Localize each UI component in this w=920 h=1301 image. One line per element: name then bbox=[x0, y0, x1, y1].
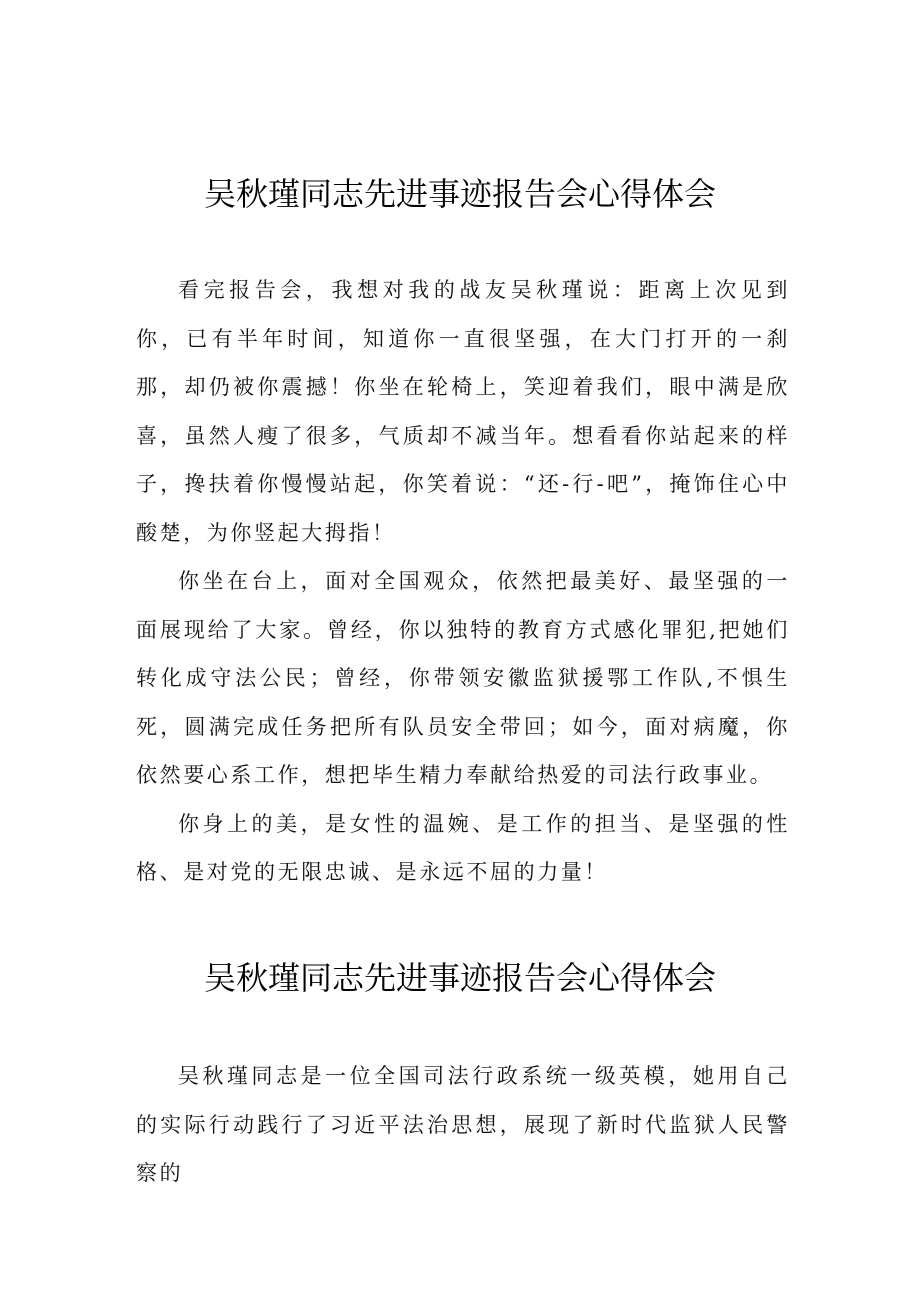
paragraph: 你身上的美，是女性的温婉、是工作的担当、是坚强的性格、是对党的无限忠诚、是永远不屈的力量！ bbox=[136, 811, 790, 884]
paragraph: 吴秋瑾同志是一位全国司法行政系统一级英模，她用自己的实际行动践行了习近平法治思想，展现了新时代监狱人民警察的 bbox=[136, 1064, 790, 1185]
paragraph: 你坐在台上，面对全国观众，依然把最美好、最坚强的一面展现给了大家。曾经，你以独特的教育方式感化罪犯,把她们转化成守法公民；曾经，你带领安徽监狱援鄂工作队,不惧生死，圆满完成任务把所有队员安全带回；如今，面对病魔，你依然要心系工作，想把毕生精力奉献给热爱的司法行政事业。 bbox=[136, 569, 790, 787]
section-title: 吴秋瑾同志先进事迹报告会心得体会 bbox=[203, 175, 716, 213]
section-body bbox=[136, 266, 790, 897]
section-body bbox=[136, 1052, 790, 1198]
section-title: 吴秋瑾同志先进事迹报告会心得体会 bbox=[203, 959, 716, 997]
paragraph: 看完报告会，我想对我的战友吴秋瑾说：距离上次见到你，已有半年时间，知道你一直很坚强，在大门打开的一刹那，却仍被你震撼！你坐在轮椅上，笑迎着我们，眼中满是欣喜，虽然人瘦了很多，气质却不减当年。想看看你站起来的样子，搀扶着你慢慢站起，你笑着说：“还-行-吧”，掩饰住心中酸楚，为你竖起大拇指！ bbox=[136, 278, 790, 545]
